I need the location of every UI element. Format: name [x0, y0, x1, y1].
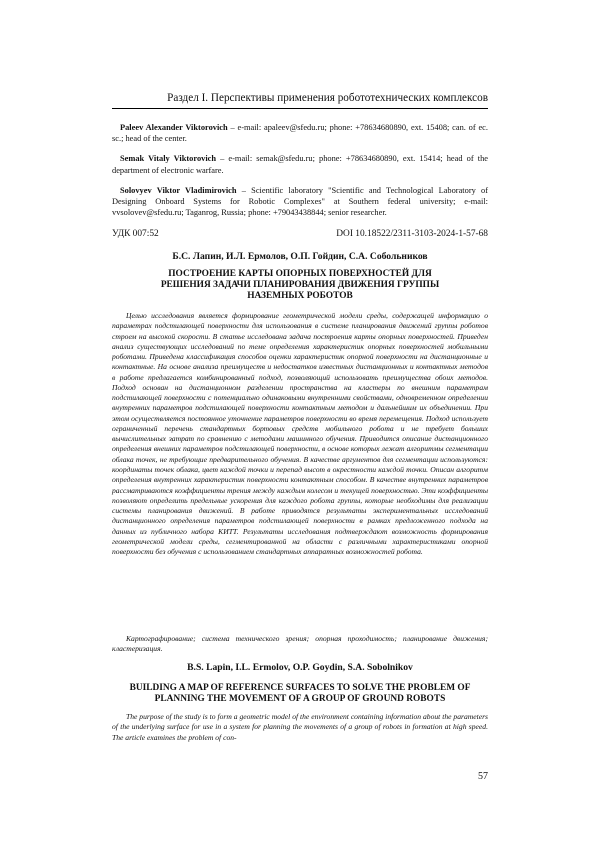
author-name: Semak Vitaly Viktorovich	[120, 154, 217, 164]
udk-code: УДК 007:52	[112, 229, 159, 239]
ru-authors: Б.С. Лапин, И.Л. Ермолов, О.П. Гойдин, С.А. Собольников	[172, 251, 428, 262]
authors-info-block	[112, 122, 488, 227]
en-authors: B.S. Lapin, I.L. Ermolov, O.P. Goydin, S.A. Sobolnikov	[187, 662, 413, 673]
page-number: 57	[478, 771, 488, 782]
header-rule	[112, 108, 488, 109]
ru-keywords: Картографирование; система технического зрения; опорная проходимость; планирование движения; кластеризация.	[112, 634, 488, 654]
en-abstract-text: The purpose of the study is to form a geometric model of the environment containing information about the parameters of the underlying surface for use in a system for planning the movements of a group of robots in formation at high speed. The article examines the problem of con-	[112, 712, 488, 742]
ru-abstract	[112, 311, 488, 557]
author-details: – Scientific laboratory "Scientific and Technological Laboratory of Designing Onboard Systems for Robotic Complexes" at Southern federal university; e-mail: vvsolovev@sfedu.ru; Taganrog, Russia; phone: +79043438844; senior researcher.	[112, 185, 488, 218]
author-entry	[112, 185, 488, 219]
author-entry	[112, 122, 488, 144]
en-title: BUILDING A MAP OF REFERENCE SURFACES TO SOLVE THE PROBLEM OF PLANNING THE MOVEMENT OF A GROUP OF GROUND ROBOTS	[129, 683, 471, 705]
doi: DOI 10.18522/2311-3103-2024-1-57-68	[336, 229, 488, 239]
author-details: – e-mail: semak@sfedu.ru; phone: +78634680890, ext. 15414; head of the department of electronic warfare.	[112, 154, 488, 175]
author-entry	[112, 153, 488, 175]
author-name: Paleev Alexander Viktorovich	[120, 123, 228, 132]
author-details: – e-mail: apaleev@sfedu.ru; phone: +78634680890, ext. 15408; can. of ec. sc.; head of the center.	[112, 123, 488, 144]
running-head: Раздел I. Перспективы применения робототехнических комплексов	[167, 92, 488, 104]
author-name: Solovyev Viktor Vladimirovich	[120, 185, 237, 195]
ru-abstract-text: Целью исследования является формирование геометрической модели среды, содержащей информацию о параметрах подстилающей поверхности для использования в системе планирования движений группы роботов строем на высокой скорости. В статье исследована задача построения карты опорных поверхностей. Приведен анализ существующих исследований по теме определения характеристик опорных поверхностей мобильными роботами. Приведена классификация способов оценки характеристик опорной поверхности на дистанционные и контактные. На основе анализа преимуществ и недостатков известных дистанционных и контактных методов в работе предлагается комбинированный подход, позволяющий использовать преимущества обоих методов. Подход основан на дистанционном разделении пространства на кластеры по внешним параметрам подстилающей поверхности с потенциально одинаковыми внутренними свойствами, одновременном определении внутренних параметров подстилающей поверхности контактным методом и дальнейшим их объединении. При этом осуществляется постоянное уточнение параметров поверхности во время перемещения. Подход использует ограниченный перечень стандартных бортовых средств мобильного робота и не требует больших вычислительных затрат по сравнению с методами машинного обучения. Приводится описание дистанционного определения внешних параметров подстилающей поверхности, в основе которых лежат алгоритмы сегментации облака точек, не требующие предварительного обучения. В качестве аргументов для сегментации используются: координаты точек облака, цвет каждой точки и перепад высот в окрестности каждой точки. Описан алгоритм определения внутренних характеристик поверхности контактным способом. В качестве внутренних параметров рассматриваются коэффициенты трения между каждым колесом и текущей поверхностью. Эти коэффициенты позволяют определить предельные ускорения для каждого робота группы, которые необходимы для реализации системы планирования движений. В работе приводятся результаты экспериментальных исследований дистанционного определения параметров подстилающей поверхности в рамках предложенного подхода на данных из публичного набора КИТТ. Результаты исследования подтверждают возможность формирования геометрической модели среды, сегментированной на области с различными характеристиками опорной поверхности без обучения с использованием стандартных аппаратных возможностей робота.	[112, 311, 488, 557]
en-abstract	[112, 712, 488, 743]
ru-title: ПОСТРОЕНИЕ КАРТЫ ОПОРНЫХ ПОВЕРХНОСТЕЙ ДЛЯ РЕШЕНИЯ ЗАДАЧИ ПЛАНИРОВАНИЯ ДВИЖЕНИЯ ГРУППЫ НАЗЕМНЫХ РОБОТОВ	[160, 269, 440, 302]
